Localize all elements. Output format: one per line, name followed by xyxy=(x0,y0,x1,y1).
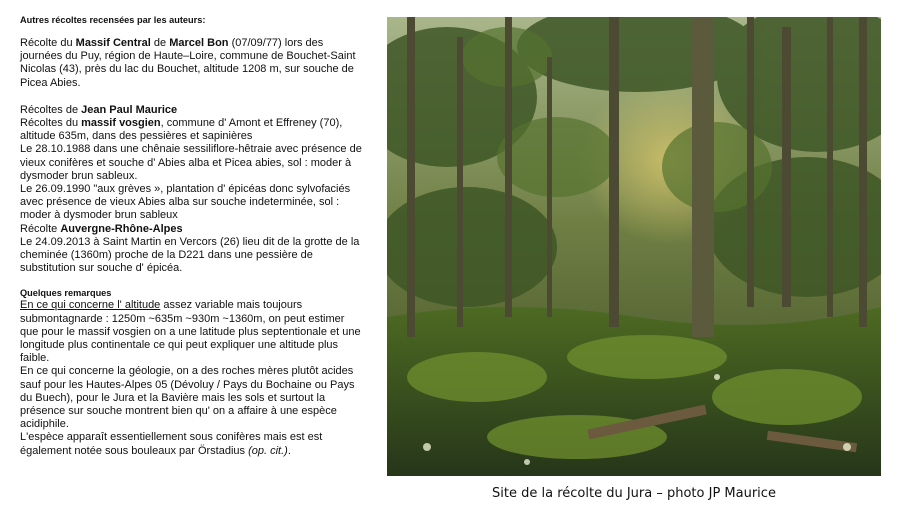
text-fragment: L'espèce apparaît essentiellement sous conifères mais est est également notée sous bouleaux par Örstadius xyxy=(20,431,323,457)
bold-jp-maurice: Jean Paul Maurice xyxy=(81,103,178,116)
bold-massif-central: Massif Central xyxy=(75,37,151,49)
paragraph-1990: Le 26.09.1990 "aux grèves », plantation d' épicéas donc sylvofaciés avec présence de vieux Abies alba sur souche indeterminée, sol : moder à dysmoder brun sableux xyxy=(20,183,351,222)
italic-op-cit: (op. cit.) xyxy=(248,444,288,457)
photo-caption: Site de la récolte du Jura – photo JP Maurice xyxy=(492,486,776,501)
line-recoltes-de xyxy=(20,104,365,117)
paragraph-1988: Le 28.10.1988 dans une chênaie sessiliflore-hêtraie avec présence de vieux conifères et souche d' Abies alba et Picea abies, sol : moder à dysmoder brun sableux. xyxy=(20,143,362,182)
heading-quelques-remarques: Quelques remarques xyxy=(20,288,112,299)
bold-marcel-bon: Marcel Bon xyxy=(169,37,229,49)
paragraph-geologie: En ce qui concerne la géologie, on a des roches mères plutôt acides sauf pour les Hautes-Alpes 05 (Dévoluy / Pays du Bochaine ou Pays du Buech), pour le Jura et la Bavière mais les sols et surtout la présence sur souche montrent bien qu' on a affaire à une espèce acidiphile. xyxy=(20,365,355,431)
forest-photo xyxy=(387,17,881,476)
paragraph-massif-vosgien xyxy=(20,117,365,143)
text-fragment: Récoltes du xyxy=(20,117,82,130)
underlined-altitude: En ce qui concerne l' altitude xyxy=(20,299,161,312)
paragraph-massif-central xyxy=(20,37,365,90)
text-fragment: (07/09/77) lors des journées du Puy, région de Haute–Loire, commune de Bouchet-Saint Nicolas (43), près du lac du Bouchet, altitude 1208 m, sur souche de Picea Abies. xyxy=(20,37,356,89)
bold-massif-vosgien: massif vosgien xyxy=(81,117,161,130)
text-fragment: de xyxy=(150,37,170,49)
line-recolte-auvergne xyxy=(20,223,365,236)
bold-auvergne: Auvergne-Rhône-Alpes xyxy=(60,222,183,235)
text-fragment: . xyxy=(287,444,291,457)
forest-illustration xyxy=(387,17,881,476)
text-fragment: , commune d' Amont et Effreney (70), altitude 635m, dans des pessières et sapinières xyxy=(20,117,343,143)
heading-autres-recoltes: Autres récoltes recensées par les auteurs: xyxy=(20,15,206,25)
paragraph-altitude xyxy=(20,299,365,365)
text-column xyxy=(20,14,365,458)
text-fragment: assez variable mais toujours submontagnarde : 1250m ~635m ~930m ~1360m, on peut estimer que pour le massif vosgien on a une latitude plus septentionale et une longitude plus continentale ce qui peut expliquer une altitude plus faible. xyxy=(20,299,361,365)
paragraph-2013: Le 24.09.2013 à Saint Martin en Vercors (26) lieu dit de la grotte de la cheminée (1360m) proche de la D221 dans une pessière de substitution sur souche d' épicéa. xyxy=(20,235,360,275)
paragraph-espece xyxy=(20,431,365,457)
text-fragment: Récolte xyxy=(20,222,61,235)
text-fragment: Récoltes de xyxy=(20,103,82,116)
text-fragment: Récolte du xyxy=(20,37,76,49)
